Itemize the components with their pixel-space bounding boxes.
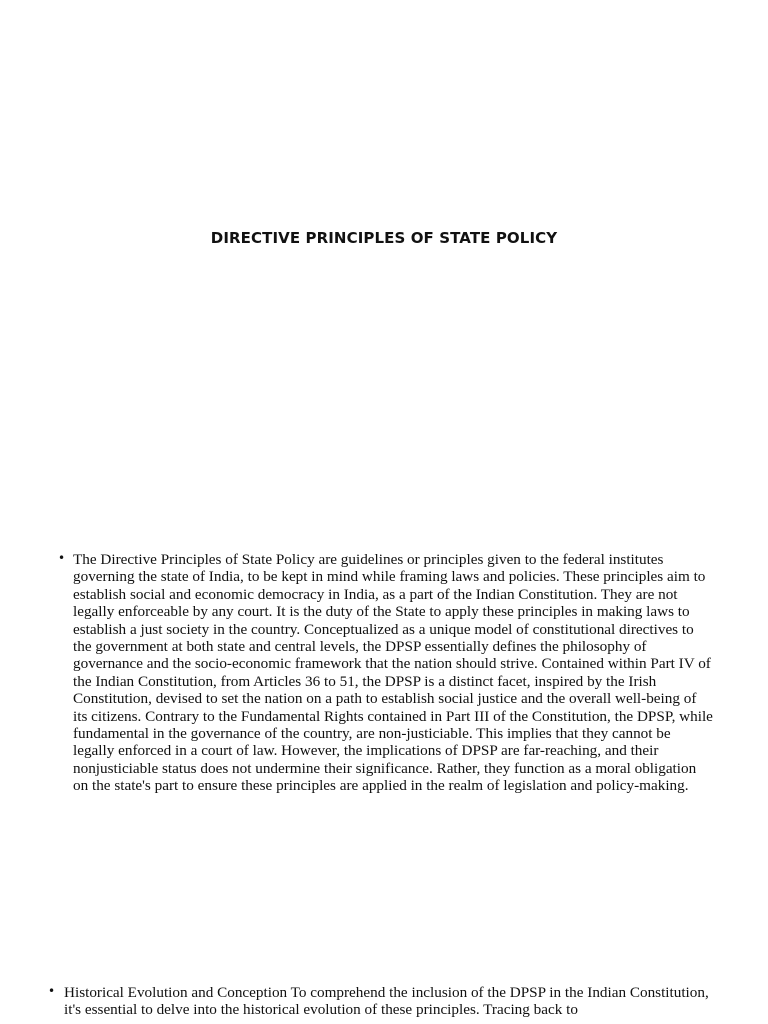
bullet-text: Historical Evolution and Conception To comprehend the inclusion of the DPSP in the Indian Constitution, it's essential to delve into the historical evolution of these principles. Tracing back to <box>64 984 709 1019</box>
bullet-icon: • <box>58 551 66 565</box>
bullet-paragraph-history <box>48 984 714 1019</box>
bullet-paragraph-intro <box>58 551 713 795</box>
bullet-icon: • <box>48 984 56 998</box>
page-title: DIRECTIVE PRINCIPLES OF STATE POLICY <box>210 229 558 247</box>
bullet-text: The Directive Principles of State Policy are guidelines or principles given to the federal institutes governing the state of India, to be kept in mind while framing laws and policies. These principles aim to establish social and economic democracy in India, as a part of the Indian Constitution. They are not legally enforceable by any court. It is the duty of the State to apply these principles in making laws to establish a just society in the country. Conceptualized as a unique model of constitutional directives to the government at both state and central levels, the DPSP essentially defines the philosophy of governance and the socio-economic framework that the nation should strive. Contained within Part IV of the Indian Constitution, from Articles 36 to 51, the DPSP is a distinct facet, inspired by the Irish Constitution, devised to set the nation on a path to establish social justice and the overall well-being of its citizens. Contrary to the Fundamental Rights contained in Part III of the Constitution, the DPSP, while fundamental in the governance of the country, are non-justiciable. This implies that they cannot be legally enforced in a court of law. However, the implications of DPSP are far-reaching, and their nonjusticiable status does not undermine their significance. Rather, they function as a moral obligation on the state's part to ensure these principles are applied in the realm of legislation and policy-making. <box>73 551 713 795</box>
